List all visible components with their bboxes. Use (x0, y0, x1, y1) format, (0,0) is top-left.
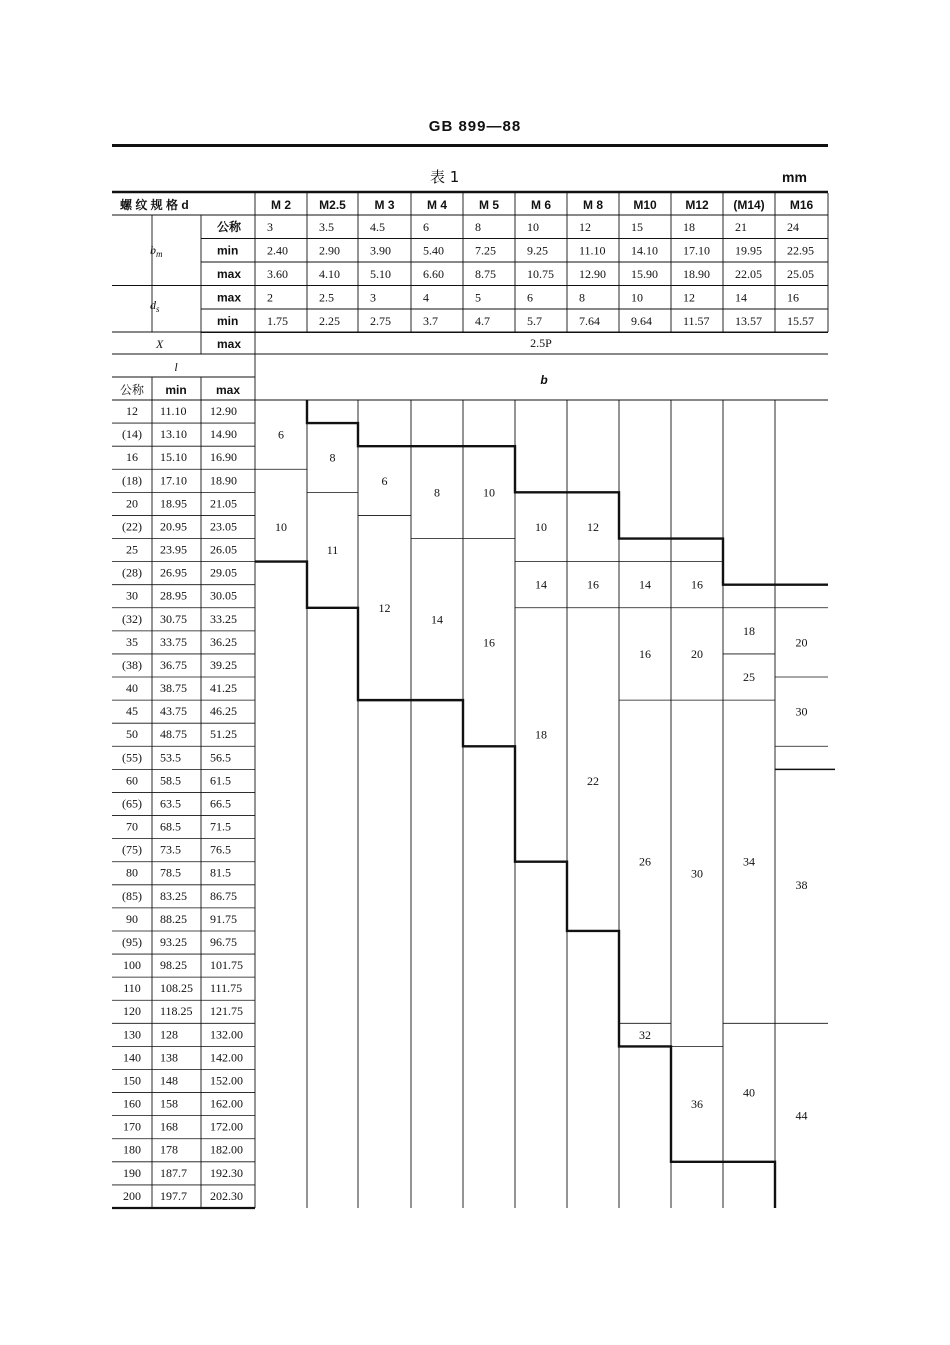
cell-r2-c5: 10.75 (527, 267, 554, 281)
length-nominal-19: (75) (122, 842, 142, 857)
thread-size-10: M16 (789, 198, 814, 212)
cell-r4-c6: 7.64 (579, 314, 600, 328)
cell-r2-c10: 25.05 (787, 267, 814, 281)
length-max-25: 111.75 (210, 981, 243, 996)
b-value-c5-s0: 10 (535, 519, 547, 534)
length-min-34: 197.7 (160, 1188, 187, 1203)
cell-r4-c1: 2.25 (319, 314, 340, 328)
length-max-14: 51.25 (210, 727, 237, 742)
length-min-32: 178 (160, 1142, 178, 1157)
length-nominal-34: 200 (123, 1188, 141, 1203)
cell-r1-c2: 3.90 (370, 243, 391, 258)
cell-r0-c2: 4.5 (370, 220, 385, 234)
cell-r3-c6: 8 (579, 290, 585, 305)
length-min-27: 128 (160, 1027, 178, 1042)
cell-r3-c1: 2.5 (319, 290, 334, 305)
length-nominal-17: (65) (122, 796, 142, 811)
standard-number: GB 899—88 (428, 118, 522, 135)
length-max-24: 101.75 (210, 958, 243, 973)
cell-r3-c9: 14 (735, 290, 747, 305)
cell-r3-c7: 10 (631, 290, 643, 305)
thread-size-3: M 4 (426, 198, 448, 212)
length-max-30: 162.00 (210, 1096, 243, 1111)
length-max-13: 46.25 (210, 704, 237, 719)
b-value-c4-s1: 16 (483, 635, 495, 650)
length-max-32: 182.00 (210, 1142, 243, 1157)
short-length-boundary (307, 400, 828, 585)
b-value-c0-s1: 10 (275, 519, 287, 534)
length-min-4: 18.95 (160, 496, 187, 511)
length-min-29: 148 (160, 1073, 178, 1088)
thread-size-5: M 6 (530, 198, 552, 212)
length-max-21: 86.75 (210, 888, 237, 903)
length-min-10: 33.75 (160, 634, 187, 649)
b-value-c7-s2: 26 (639, 854, 651, 869)
b-value-c9-s0: 18 (743, 623, 755, 638)
b-value-c5-s2: 18 (535, 727, 547, 742)
length-max-26: 121.75 (210, 1004, 243, 1019)
length-min-15: 53.5 (160, 750, 181, 765)
ds-label-subscript: s (156, 304, 160, 314)
length-min-14: 48.75 (160, 727, 187, 742)
length-nominal-33: 190 (123, 1165, 141, 1180)
length-nominal-1: (14) (122, 427, 142, 442)
length-min-22: 88.25 (160, 911, 187, 926)
length-max-28: 142.00 (210, 1050, 243, 1065)
b-value-c1-s1: 11 (326, 543, 339, 558)
length-nominal-21: (85) (122, 888, 142, 903)
cell-r1-c1: 2.90 (319, 243, 340, 258)
length-min-6: 23.95 (160, 542, 187, 557)
thread-size-2: M 3 (374, 198, 395, 212)
cell-r1-c10: 22.95 (787, 243, 814, 258)
cell-r0-c10: 24 (787, 220, 799, 234)
length-max-4: 21.05 (210, 496, 237, 511)
length-max-15: 56.5 (210, 750, 231, 765)
cell-r3-c8: 12 (683, 290, 695, 305)
row-kind-1: min (217, 243, 239, 258)
bm-label: $b_m$ (150, 243, 163, 259)
length-max-27: 132.00 (210, 1027, 243, 1042)
length-min-3: 17.10 (160, 473, 187, 488)
b-value-c0-s0: 6 (278, 427, 284, 442)
length-nominal-9: (32) (122, 611, 142, 626)
cell-r2-c4: 8.75 (475, 267, 496, 281)
b-value-c2-s1: 12 (378, 600, 391, 615)
b-value-c1-s0: 8 (329, 450, 336, 465)
b-value-c8-s3: 36 (691, 1097, 703, 1112)
cell-r1-c9: 19.95 (735, 243, 762, 258)
length-nominal-26: 120 (123, 1004, 141, 1019)
nominal-header: 公称 (119, 383, 145, 397)
thread-size-9: (M14) (733, 198, 765, 212)
cell-r1-c8: 17.10 (683, 243, 710, 258)
length-min-28: 138 (160, 1050, 178, 1065)
b-value-c9-s3: 40 (743, 1085, 755, 1100)
length-max-33: 192.30 (210, 1165, 243, 1180)
length-nominal-11: (38) (122, 657, 142, 672)
length-nominal-22: 90 (126, 911, 138, 926)
length-max-29: 152.00 (210, 1073, 243, 1088)
b-value-c10-s2: 38 (795, 877, 808, 892)
b-value-c4-s0: 10 (483, 485, 495, 500)
cell-r2-c9: 22.05 (735, 267, 762, 281)
cell-r2-c7: 15.90 (631, 267, 658, 281)
length-min-33: 187.7 (160, 1165, 187, 1180)
length-nominal-28: 140 (123, 1050, 141, 1065)
length-min-8: 28.95 (160, 588, 187, 603)
length-max-34: 202.30 (210, 1188, 243, 1203)
length-max-16: 61.5 (210, 773, 231, 788)
b-value-c8-s1: 20 (691, 646, 703, 661)
length-nominal-15: (55) (122, 750, 142, 765)
row-kind-4: min (217, 314, 239, 328)
thread-size-4: M 5 (478, 198, 500, 212)
cell-r4-c10: 15.57 (787, 314, 814, 328)
length-nominal-7: (28) (122, 565, 142, 580)
cell-r2-c0: 3.60 (267, 267, 288, 281)
length-nominal-12: 40 (126, 681, 138, 696)
length-nominal-30: 160 (123, 1096, 141, 1111)
bm-label-subscript: m (156, 249, 163, 259)
cell-r4-c9: 13.57 (735, 314, 762, 328)
length-min-18: 68.5 (160, 819, 181, 834)
b-value-c3-s0: 8 (434, 485, 440, 500)
cell-r0-c4: 8 (475, 220, 481, 234)
cell-r4-c0: 1.75 (267, 314, 288, 328)
length-nominal-24: 100 (123, 958, 141, 973)
cell-r1-c5: 9.25 (527, 243, 548, 258)
header-label: 螺 纹 规 格 d (120, 198, 189, 212)
b-value-c8-s2: 30 (691, 866, 703, 881)
length-min-1: 13.10 (160, 427, 187, 442)
cell-r0-c7: 15 (631, 220, 643, 234)
cell-r0-c8: 18 (683, 220, 695, 234)
b-value-c9-s2: 34 (743, 854, 755, 869)
length-nominal-13: 45 (126, 704, 138, 719)
b-value-c8-s0: 16 (691, 577, 703, 592)
length-min-21: 83.25 (160, 888, 187, 903)
length-max-12: 41.25 (210, 681, 237, 696)
length-max-2: 16.90 (210, 450, 237, 465)
cell-r2-c3: 6.60 (423, 267, 444, 281)
length-nominal-2: 16 (126, 450, 138, 465)
length-min-12: 38.75 (160, 681, 187, 696)
length-min-11: 36.75 (160, 657, 187, 672)
length-max-0: 12.90 (210, 404, 237, 418)
unit-label: mm (782, 169, 807, 185)
length-nominal-18: 70 (126, 819, 138, 834)
length-max-23: 96.75 (210, 934, 237, 949)
length-nominal-14: 50 (126, 727, 138, 742)
length-max-5: 23.05 (210, 519, 237, 534)
length-max-8: 30.05 (210, 588, 237, 603)
b-value-c6-s0: 12 (587, 519, 599, 534)
length-max-10: 36.25 (210, 634, 237, 649)
length-min-17: 63.5 (160, 796, 181, 811)
cell-r3-c2: 3 (370, 290, 376, 305)
cell-r1-c3: 5.40 (423, 243, 444, 258)
length-max-20: 81.5 (210, 865, 231, 880)
length-nominal-10: 35 (126, 634, 138, 649)
b-header: b (540, 373, 548, 387)
ds-label: $d_s$ (150, 298, 160, 314)
row-kind-0: 公称 (217, 220, 242, 234)
length-min-23: 93.25 (160, 934, 187, 949)
cell-r0-c1: 3.5 (319, 220, 334, 234)
x-label: X (156, 337, 164, 351)
b-value-c10-s0: 20 (795, 635, 808, 650)
cell-r4-c5: 5.7 (527, 314, 542, 328)
cell-r3-c5: 6 (527, 290, 533, 305)
thread-size-0: M 2 (270, 198, 292, 212)
length-nominal-0: 12 (126, 404, 138, 418)
thread-size-8: M12 (685, 198, 709, 212)
cell-r4-c3: 3.7 (423, 314, 438, 328)
cell-r1-c4: 7.25 (475, 243, 496, 258)
b-value-c2-s0: 6 (381, 473, 388, 488)
length-max-11: 39.25 (210, 657, 237, 672)
length-min-7: 26.95 (160, 565, 187, 580)
cell-r2-c1: 4.10 (319, 267, 340, 281)
length-max-1: 14.90 (210, 427, 237, 442)
length-min-9: 30.75 (160, 611, 187, 626)
cell-r4-c8: 11.57 (683, 314, 710, 328)
length-nominal-3: (18) (122, 473, 142, 488)
cell-r2-c2: 5.10 (370, 267, 391, 281)
b-value-c7-s3: 32 (639, 1027, 651, 1042)
thread-size-1: M2.5 (319, 198, 346, 212)
cell-r0-c0: 3 (267, 220, 273, 234)
b-value-c10-s1: 30 (795, 704, 808, 719)
b-value-c3-s1: 14 (431, 612, 443, 627)
b-value-c6-s1: 16 (587, 577, 599, 592)
cell-r0-c6: 12 (579, 220, 591, 234)
length-max-22: 91.75 (210, 911, 237, 926)
length-max-18: 71.5 (210, 819, 231, 834)
length-min-19: 73.5 (160, 842, 181, 857)
length-nominal-32: 180 (123, 1142, 141, 1157)
cell-r1-c7: 14.10 (631, 243, 658, 258)
table-caption: 表 1 (430, 168, 460, 186)
b-value-c5-s1: 14 (535, 577, 547, 592)
cell-r3-c4: 5 (475, 290, 481, 305)
cell-r2-c6: 12.90 (579, 267, 606, 281)
length-nominal-6: 25 (126, 542, 138, 557)
cell-r4-c4: 4.7 (475, 314, 490, 328)
length-nominal-31: 170 (123, 1119, 141, 1134)
b-value-c9-s1: 25 (743, 670, 755, 685)
length-nominal-5: (22) (122, 519, 142, 534)
row-kind-2: max (217, 267, 242, 281)
thread-size-7: M10 (633, 198, 657, 212)
length-max-7: 29.05 (210, 565, 237, 580)
l-header: l (174, 360, 178, 374)
length-min-30: 158 (160, 1096, 178, 1111)
length-nominal-20: 80 (126, 865, 138, 880)
length-min-0: 11.10 (160, 404, 187, 418)
length-max-19: 76.5 (210, 842, 231, 857)
b-value-c6-s2: 22 (587, 773, 599, 788)
length-nominal-27: 130 (123, 1027, 141, 1042)
length-nominal-25: 110 (123, 981, 141, 996)
length-min-24: 98.25 (160, 958, 187, 973)
row-kind-3: max (217, 290, 242, 305)
cell-r3-c3: 4 (423, 290, 429, 305)
length-min-26: 118.25 (160, 1004, 193, 1019)
b-value-c7-s1: 16 (639, 646, 651, 661)
thread-size-6: M 8 (582, 198, 604, 212)
cell-r0-c5: 10 (527, 220, 539, 234)
cell-r0-c9: 21 (735, 220, 747, 234)
length-min-2: 15.10 (160, 450, 187, 465)
cell-r4-c2: 2.75 (370, 314, 391, 328)
cell-r1-c6: 11.10 (579, 243, 606, 258)
length-max-3: 18.90 (210, 473, 237, 488)
cell-r0-c3: 6 (423, 220, 429, 234)
b-value-c7-s0: 14 (639, 577, 651, 592)
length-nominal-16: 60 (126, 773, 138, 788)
length-nominal-29: 150 (123, 1073, 141, 1088)
x-value: 2.5P (530, 336, 552, 350)
length-min-31: 168 (160, 1119, 178, 1134)
length-nominal-8: 30 (126, 588, 138, 603)
min-header: min (165, 383, 187, 397)
length-min-25: 108.25 (160, 981, 193, 996)
b-value-c10-s3: 44 (795, 1108, 808, 1123)
x-kind: max (217, 337, 242, 351)
cell-r4-c7: 9.64 (631, 314, 652, 328)
length-min-16: 58.5 (160, 773, 181, 788)
cell-r2-c8: 18.90 (683, 267, 710, 281)
length-min-5: 20.95 (160, 519, 187, 534)
length-min-13: 43.75 (160, 704, 187, 719)
length-max-9: 33.25 (210, 611, 237, 626)
length-nominal-23: (95) (122, 934, 142, 949)
length-nominal-4: 20 (126, 496, 138, 511)
length-min-20: 78.5 (160, 865, 181, 880)
length-max-17: 66.5 (210, 796, 231, 811)
length-max-31: 172.00 (210, 1119, 243, 1134)
cell-r3-c0: 2 (267, 290, 273, 305)
length-max-6: 26.05 (210, 542, 237, 557)
cell-r1-c0: 2.40 (267, 243, 288, 258)
cell-r3-c10: 16 (787, 290, 799, 305)
max-header: max (215, 383, 241, 397)
